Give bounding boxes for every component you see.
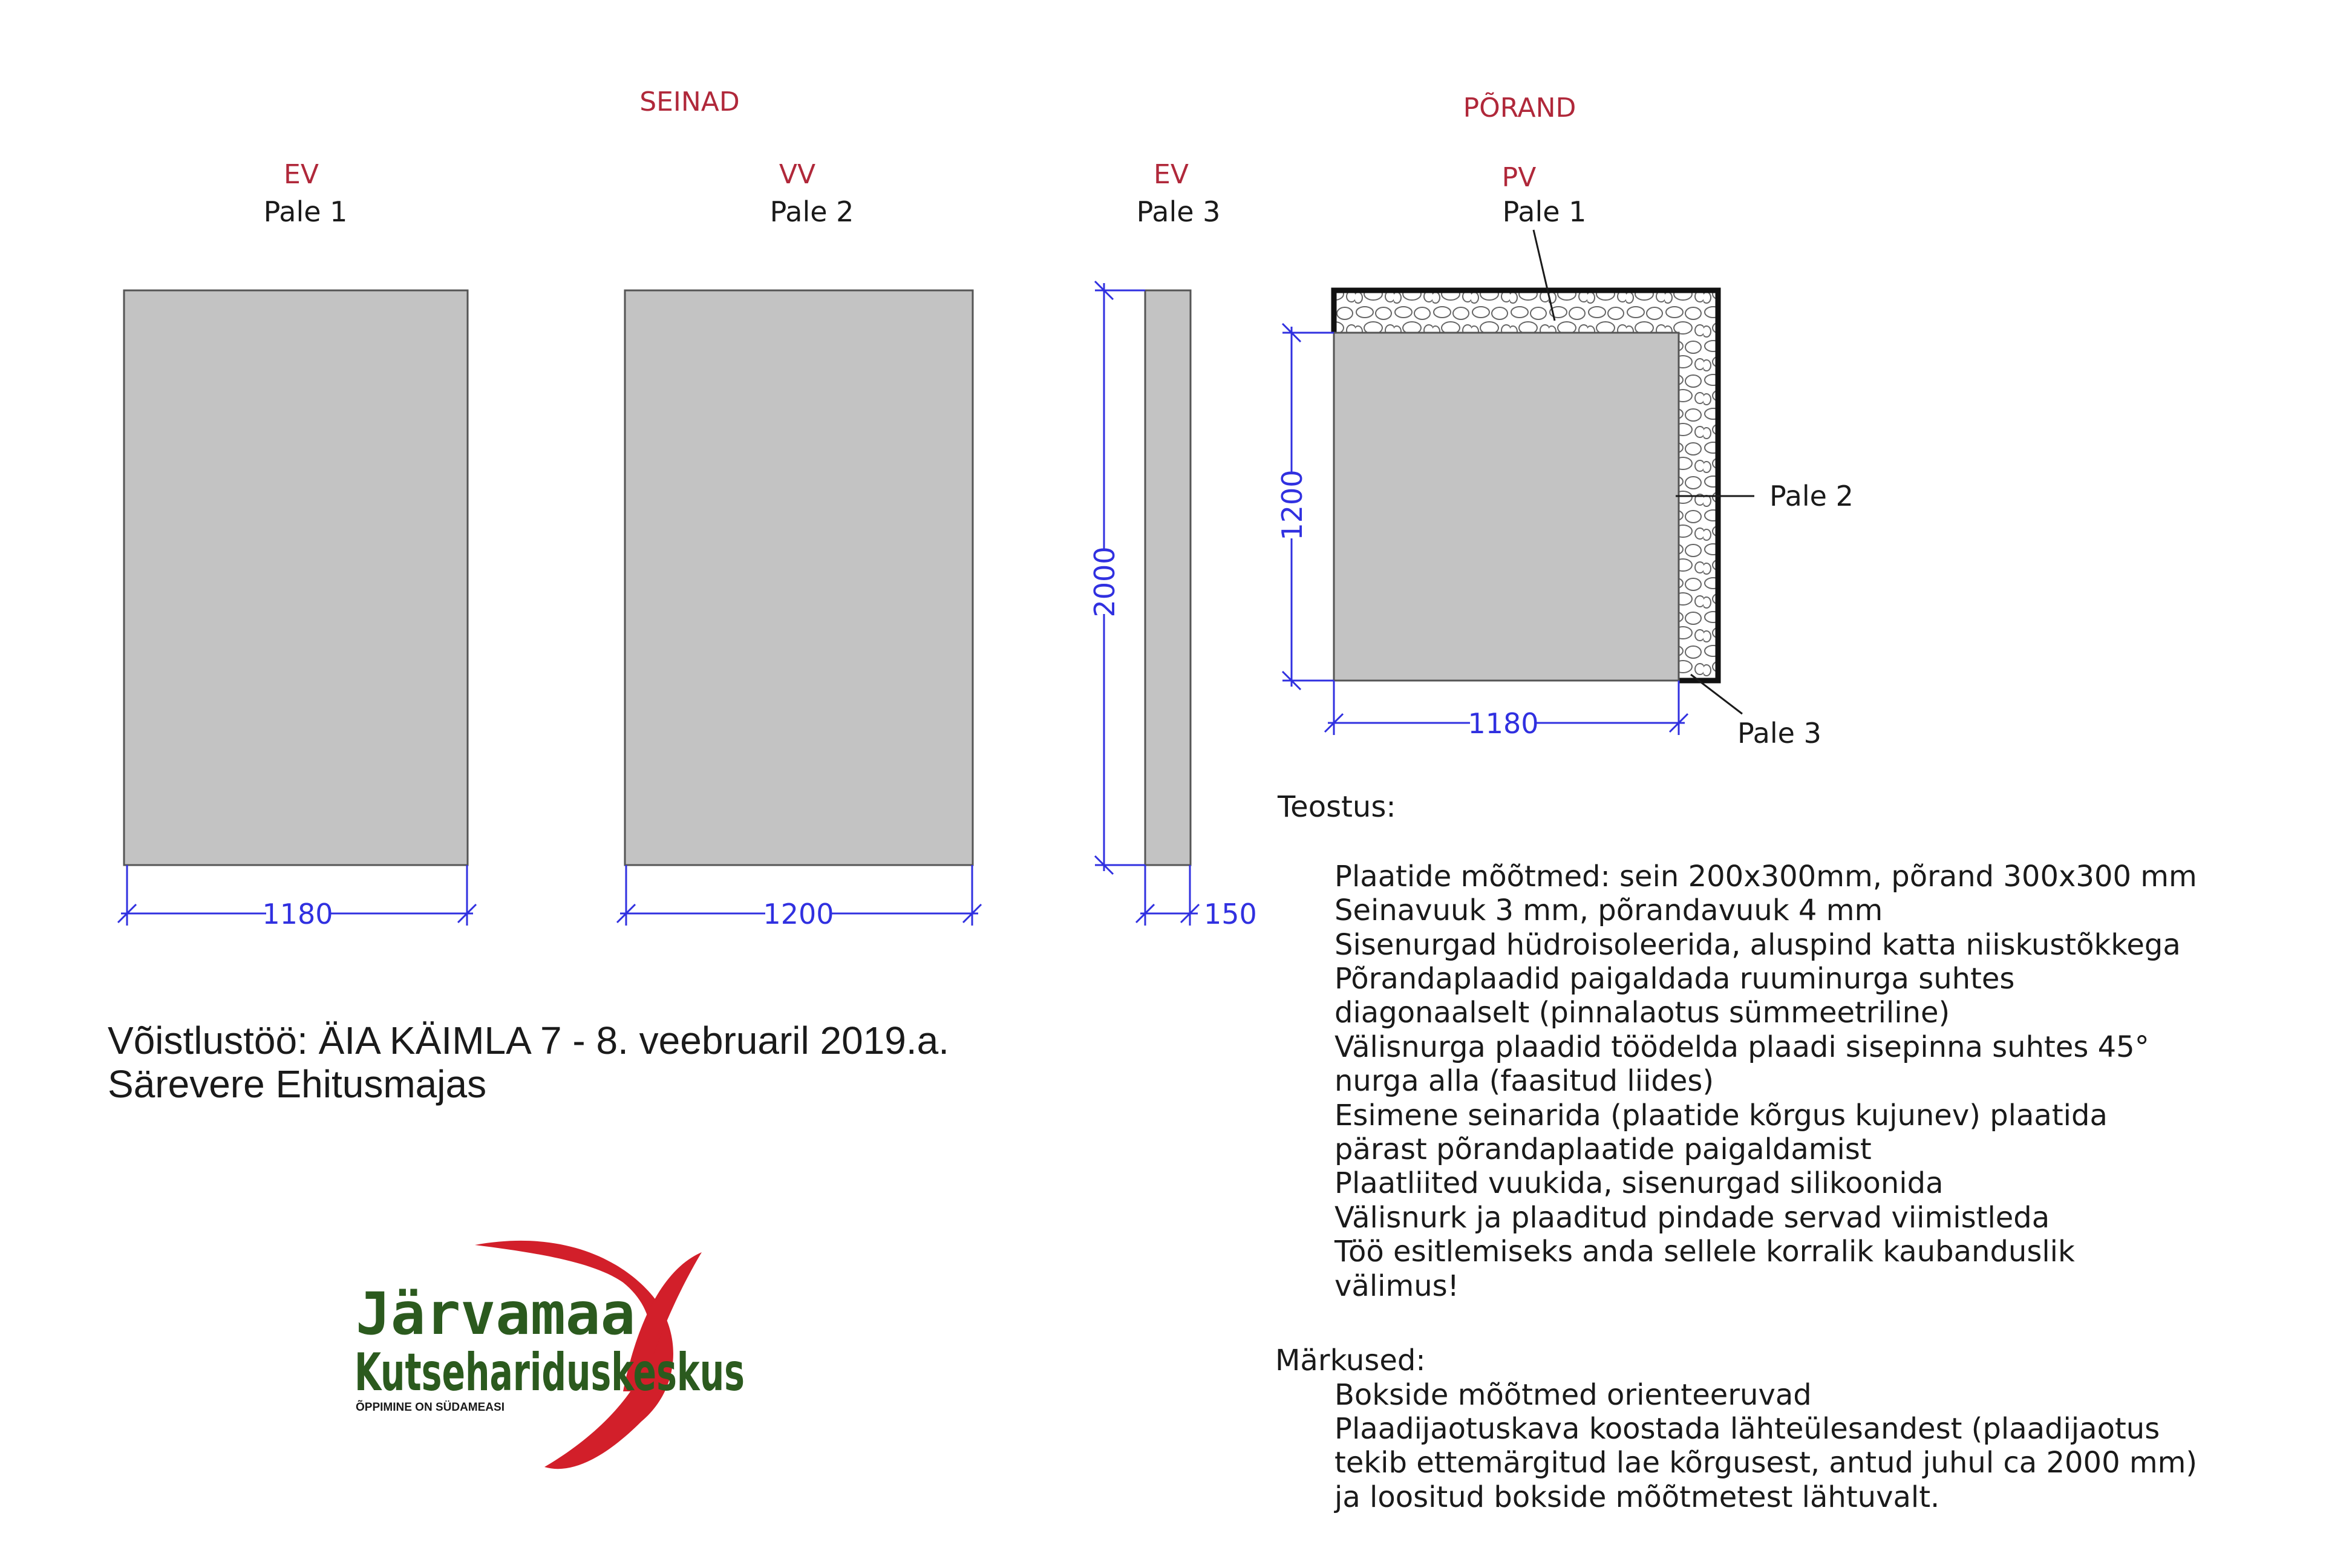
- panel-2-name: Pale 2: [769, 195, 854, 228]
- dimension-panel-3-height: [1088, 281, 1145, 874]
- panel-2-code: VV: [779, 159, 816, 190]
- dimension-panel-1-width: [118, 865, 476, 930]
- panel-1-code: EV: [284, 159, 319, 190]
- notes-heading: Märkused:: [1275, 1344, 1426, 1377]
- floor-side-label-pale-3: Pale 3: [1737, 717, 1821, 750]
- logo-line-2: Kutsehariduskeskus: [354, 1342, 745, 1403]
- floor-width: 1180: [1468, 707, 1539, 740]
- panel-3-name: Pale 3: [1136, 195, 1221, 228]
- panel-2-width: 1200: [763, 898, 834, 930]
- execution-line: Töö esitlemiseks anda sellele korralik kaubanduslik: [1334, 1235, 2075, 1269]
- notes-line: tekib ettemärgitud lae kõrgusest, antud juhul ca 2000 mm): [1334, 1446, 2198, 1480]
- floor-height: 1200: [1276, 469, 1308, 541]
- floor-panel: [1334, 333, 1679, 681]
- execution-line: Plaatide mõõtmed: sein 200x300mm, põrand 300x300 mm: [1334, 860, 2197, 893]
- notes-line: Plaadijaotuskava koostada lähteülesandest (plaadijaotus: [1334, 1412, 2160, 1446]
- execution-line: pärast põrandaplaatide paigaldamist: [1334, 1132, 1872, 1166]
- dimension-panel-2-width: [617, 865, 981, 930]
- wall-panel-1: [124, 290, 468, 865]
- panel-3-height: 2000: [1088, 546, 1121, 618]
- execution-line: Välisnurk ja plaaditud pindade servad viimistleda: [1334, 1201, 2050, 1235]
- logo-slogan: ÕPPIMINE ON SÜDAMEASI: [356, 1401, 505, 1414]
- wall-panel-3: [1145, 290, 1191, 865]
- dimension-panel-3-width: [1136, 865, 1257, 930]
- dimension-floor-height: [1276, 324, 1334, 690]
- floor-side-label-pale-2: Pale 2: [1769, 480, 1854, 512]
- execution-line: Esimene seinarida (plaatide kõrgus kujunev) plaatida: [1334, 1099, 2108, 1132]
- execution-line: diagonaalselt (pinnalaotus sümmeetriline): [1334, 996, 1950, 1030]
- execution-line: välimus!: [1334, 1269, 1459, 1303]
- execution-line: Välisnurga plaadid töödelda plaadi sisepinna suhtes 45°: [1334, 1030, 2149, 1064]
- execution-list: [1334, 860, 2197, 1303]
- execution-line: Põrandaplaadid paigaldada ruuminurga suhtes: [1334, 962, 2015, 996]
- panel-1-width: 1180: [262, 898, 333, 930]
- execution-line: nurga alla (faasitud liides): [1334, 1064, 1714, 1098]
- execution-line: Plaatliited vuukida, sisenurgad silikoonida: [1334, 1166, 1944, 1200]
- panel-3-code: EV: [1154, 159, 1189, 190]
- competition-location: Särevere Ehitusmajas: [108, 1062, 487, 1106]
- dimension-floor-width: [1325, 681, 1688, 740]
- panel-3-width: 150: [1204, 898, 1257, 930]
- execution-heading: Teostus:: [1278, 790, 1396, 824]
- floor-name: Pale 1: [1502, 195, 1587, 228]
- floor-code: PV: [1501, 162, 1537, 193]
- panel-1-name: Pale 1: [263, 195, 348, 228]
- walls-heading: SEINAD: [639, 87, 740, 117]
- execution-line: Sisenurgad hüdroisoleerida, aluspind katta niiskustõkkega: [1334, 928, 2181, 962]
- execution-line: Seinavuuk 3 mm, põrandavuuk 4 mm: [1334, 893, 1883, 927]
- notes-list: [1334, 1378, 2197, 1514]
- notes-line: Bokside mõõtmed orienteeruvad: [1334, 1378, 1812, 1412]
- floor-plan: [1334, 290, 1718, 681]
- competition-title: Võistlustöö: ÄIA KÄIMLA 7 - 8. veebruaril 2019.a.: [108, 1019, 949, 1062]
- floor-heading: PÕRAND: [1463, 93, 1576, 123]
- school-logo: [354, 1241, 745, 1469]
- logo-line-1: Järvamaa: [356, 1280, 636, 1348]
- notes-line: ja loositud bokside mõõtmetest lähtuvalt.: [1334, 1480, 1940, 1514]
- wall-panel-2: [625, 290, 973, 865]
